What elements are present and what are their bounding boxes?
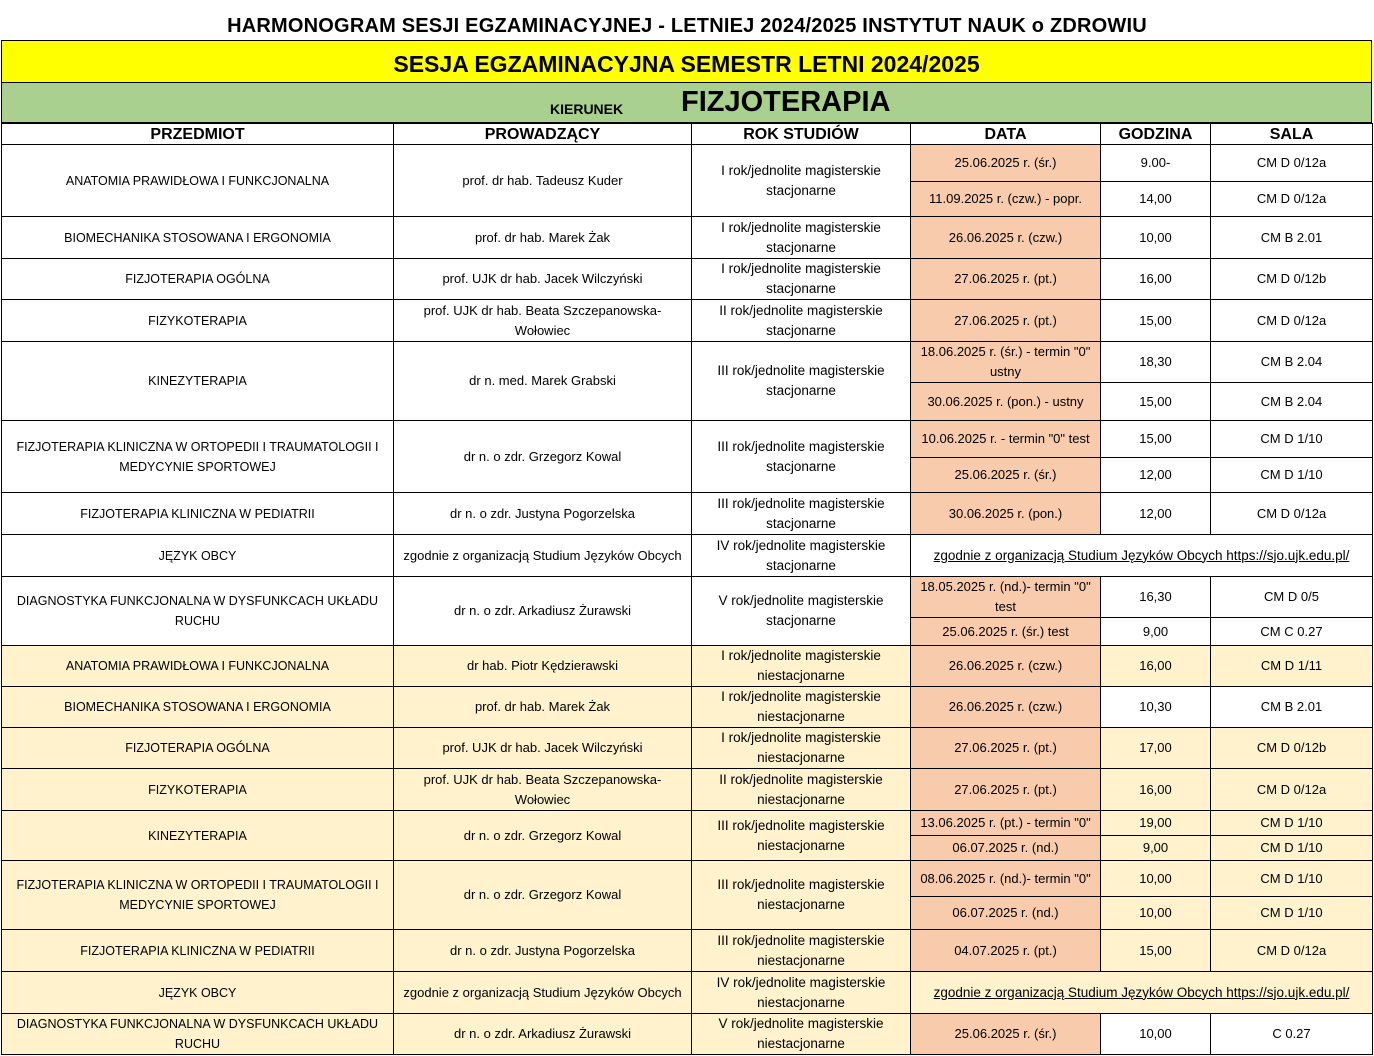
year-cell: I rok/jednolite magisterskie niestacjonarne (692, 728, 911, 769)
hour-cell: 15,00 (1101, 383, 1211, 421)
table-row (2, 646, 1373, 687)
date-cell: 06.07.2025 r. (nd.) (911, 897, 1101, 930)
date-cell: 06.07.2025 r. (nd.) (911, 836, 1101, 861)
subject-cell: BIOMECHANIKA STOSOWANA I ERGONOMIA (2, 687, 394, 728)
teacher-cell: prof. dr hab. Marek Żak (394, 687, 692, 728)
year-cell: I rok/jednolite magisterskie stacjonarne (692, 217, 911, 259)
hour-cell: 19,00 (1101, 811, 1211, 836)
teacher-cell: dr n. o zdr. Arkadiusz Żurawski (394, 577, 692, 646)
hour-cell: 15,00 (1101, 930, 1211, 972)
date-cell: 27.06.2025 r. (pt.) (911, 728, 1101, 769)
table-body (2, 145, 1373, 1055)
column-header-year: ROK STUDIÓW (692, 124, 911, 145)
year-cell: II rok/jednolite magisterskie niestacjonarne (692, 769, 911, 811)
year-cell: III rok/jednolite magisterskie stacjonarne (692, 421, 911, 493)
subject-cell: KINEZYTERAPIA (2, 342, 394, 421)
table-row (2, 342, 1373, 383)
hour-cell: 16,00 (1101, 769, 1211, 811)
table-row (2, 1014, 1373, 1055)
date-cell: 30.06.2025 r. (pon.) - ustny (911, 383, 1101, 421)
teacher-cell: dr n. o zdr. Justyna Pogorzelska (394, 493, 692, 535)
hour-cell: 16,30 (1101, 577, 1211, 618)
room-cell: CM D 1/10 (1211, 421, 1373, 458)
room-cell: CM D 1/10 (1211, 861, 1373, 897)
hour-cell: 9.00- (1101, 145, 1211, 182)
teacher-cell: prof. UJK dr hab. Beata Szczepanowska-Wołowiec (394, 300, 692, 342)
hour-cell: 16,00 (1101, 646, 1211, 687)
subject-cell: FIZJOTERAPIA KLINICZNA W ORTOPEDII I TRAUMATOLOGII I MEDYCYNIE SPORTOWEJ (2, 861, 394, 930)
session-banner: SESJA EGZAMINACYJNA SEMESTR LETNI 2024/2025 (1, 40, 1372, 83)
table-row (2, 930, 1373, 972)
hour-cell: 17,00 (1101, 728, 1211, 769)
year-cell: IV rok/jednolite magisterskie stacjonarne (692, 535, 911, 577)
date-cell: 11.09.2025 r. (czw.) - popr. (911, 182, 1101, 217)
table-header-row (2, 124, 1373, 145)
teacher-cell: zgodnie z organizacją Studium Języków Obcych (394, 972, 692, 1014)
hour-cell: 12,00 (1101, 458, 1211, 493)
hour-cell: 15,00 (1101, 300, 1211, 342)
year-cell: III rok/jednolite magisterskie stacjonarne (692, 342, 911, 421)
teacher-cell: zgodnie z organizacją Studium Języków Obcych (394, 535, 692, 577)
room-cell: CM D 0/12a (1211, 769, 1373, 811)
subject-cell: JĘZYK OBCY (2, 972, 394, 1014)
room-cell: CM D 0/12b (1211, 259, 1373, 300)
document-title: HARMONOGRAM SESJI EGZAMINACYJNEJ - LETNIEJ 2024/2025 INSTYTUT NAUK o ZDROWIU (227, 15, 1147, 37)
room-cell: CM D 1/10 (1211, 811, 1373, 836)
date-cell: 10.06.2025 r. - termin "0" test (911, 421, 1101, 458)
date-cell: 30.06.2025 r. (pon.) (911, 493, 1101, 535)
year-cell: III rok/jednolite magisterskie niestacjonarne (692, 861, 911, 930)
room-cell: CM B 2.01 (1211, 687, 1373, 728)
table-row (2, 259, 1373, 300)
column-header-teacher: PROWADZĄCY (394, 124, 692, 145)
year-cell: I rok/jednolite magisterskie stacjonarne (692, 145, 911, 217)
field-name: FIZJOTERAPIA (681, 86, 891, 118)
date-cell: 08.06.2025 r. (nd.)- termin "0" (911, 861, 1101, 897)
room-cell: CM D 0/12b (1211, 728, 1373, 769)
teacher-cell: dr n. o zdr. Grzegorz Kowal (394, 811, 692, 861)
date-cell: 25.06.2025 r. (śr.) (911, 1014, 1101, 1055)
room-cell: CM D 1/10 (1211, 897, 1373, 930)
language-school-link[interactable]: zgodnie z organizacją Studium Języków Obcych https://sjo.ujk.edu.pl/ (911, 535, 1373, 577)
year-cell: V rok/jednolite magisterskie stacjonarne (692, 577, 911, 646)
room-cell: CM B 2.04 (1211, 342, 1373, 383)
room-cell: CM B 2.01 (1211, 217, 1373, 259)
date-cell: 25.06.2025 r. (śr.) (911, 145, 1101, 182)
hour-cell: 14,00 (1101, 182, 1211, 217)
teacher-cell: dr hab. Piotr Kędzierawski (394, 646, 692, 687)
column-header-date: DATA (911, 124, 1101, 145)
column-header-hour: GODZINA (1101, 124, 1211, 145)
teacher-cell: prof. UJK dr hab. Jacek Wilczyński (394, 728, 692, 769)
hour-cell: 10,00 (1101, 217, 1211, 259)
column-header-subject: PRZEDMIOT (2, 124, 394, 145)
date-cell: 25.06.2025 r. (śr.) (911, 458, 1101, 493)
language-school-link[interactable]: zgodnie z organizacją Studium Języków Obcych https://sjo.ujk.edu.pl/ (911, 972, 1373, 1014)
room-cell: CM D 0/5 (1211, 577, 1373, 618)
hour-cell: 10,00 (1101, 1014, 1211, 1055)
hour-cell: 10,00 (1101, 861, 1211, 897)
subject-cell: ANATOMIA PRAWIDŁOWA I FUNKCJONALNA (2, 145, 394, 217)
subject-cell: DIAGNOSTYKA FUNKCJONALNA W DYSFUNKCACH UKŁADU RUCHU (2, 1014, 394, 1055)
year-cell: III rok/jednolite magisterskie niestacjonarne (692, 930, 911, 972)
table-row (2, 493, 1373, 535)
field-banner (1, 83, 1372, 123)
table-row (2, 728, 1373, 769)
room-cell: CM B 2.04 (1211, 383, 1373, 421)
teacher-cell: prof. dr hab. Tadeusz Kuder (394, 145, 692, 217)
teacher-cell: dr n. o zdr. Justyna Pogorzelska (394, 930, 692, 972)
subject-cell: FIZJOTERAPIA OGÓLNA (2, 259, 394, 300)
table-row (2, 217, 1373, 259)
teacher-cell: dr n. med. Marek Grabski (394, 342, 692, 421)
subject-cell: BIOMECHANIKA STOSOWANA I ERGONOMIA (2, 217, 394, 259)
table-row (2, 861, 1373, 897)
table-row (2, 972, 1373, 1014)
room-cell: CM D 1/10 (1211, 458, 1373, 493)
room-cell: C 0.27 (1211, 1014, 1373, 1055)
column-header-room: SALA (1211, 124, 1373, 145)
teacher-cell: prof. UJK dr hab. Beata Szczepanowska-Wołowiec (394, 769, 692, 811)
subject-cell: ANATOMIA PRAWIDŁOWA I FUNKCJONALNA (2, 646, 394, 687)
date-cell: 26.06.2025 r. (czw.) (911, 646, 1101, 687)
year-cell: III rok/jednolite magisterskie niestacjonarne (692, 811, 911, 861)
subject-cell: FIZJOTERAPIA KLINICZNA W ORTOPEDII I TRAUMATOLOGII I MEDYCYNIE SPORTOWEJ (2, 421, 394, 493)
table-row (2, 687, 1373, 728)
year-cell: I rok/jednolite magisterskie stacjonarne (692, 259, 911, 300)
year-cell: V rok/jednolite magisterskie niestacjonarne (692, 1014, 911, 1055)
hour-cell: 9,00 (1101, 618, 1211, 646)
room-cell: CM D 0/12a (1211, 300, 1373, 342)
table-row (2, 300, 1373, 342)
date-cell: 27.06.2025 r. (pt.) (911, 300, 1101, 342)
teacher-cell: prof. UJK dr hab. Jacek Wilczyński (394, 259, 692, 300)
room-cell: CM D 0/12a (1211, 930, 1373, 972)
subject-cell: FIZJOTERAPIA OGÓLNA (2, 728, 394, 769)
year-cell: III rok/jednolite magisterskie stacjonarne (692, 493, 911, 535)
subject-cell: DIAGNOSTYKA FUNKCJONALNA W DYSFUNKCACH UKŁADU RUCHU (2, 577, 394, 646)
year-cell: IV rok/jednolite magisterskie niestacjonarne (692, 972, 911, 1014)
room-cell: CM D 1/11 (1211, 646, 1373, 687)
date-cell: 26.06.2025 r. (czw.) (911, 217, 1101, 259)
room-cell: CM C 0.27 (1211, 618, 1373, 646)
table-row (2, 811, 1373, 836)
table-row (2, 769, 1373, 811)
date-cell: 27.06.2025 r. (pt.) (911, 769, 1101, 811)
room-cell: CM D 0/12a (1211, 145, 1373, 182)
room-cell: CM D 1/10 (1211, 836, 1373, 861)
year-cell: I rok/jednolite magisterskie niestacjonarne (692, 687, 911, 728)
subject-cell: KINEZYTERAPIA (2, 811, 394, 861)
hour-cell: 16,00 (1101, 259, 1211, 300)
field-label: KIERUNEK (550, 101, 624, 117)
room-cell: CM D 0/12a (1211, 182, 1373, 217)
date-cell: 25.06.2025 r. (śr.) test (911, 618, 1101, 646)
subject-cell: FIZYKOTERAPIA (2, 300, 394, 342)
date-cell: 27.06.2025 r. (pt.) (911, 259, 1101, 300)
date-cell: 04.07.2025 r. (pt.) (911, 930, 1101, 972)
exam-schedule-table (1, 123, 1373, 1055)
teacher-cell: dr n. o zdr. Grzegorz Kowal (394, 861, 692, 930)
room-cell: CM D 0/12a (1211, 493, 1373, 535)
hour-cell: 10,30 (1101, 687, 1211, 728)
date-cell: 13.06.2025 r. (pt.) - termin "0" (911, 811, 1101, 836)
hour-cell: 15,00 (1101, 421, 1211, 458)
table-row (2, 421, 1373, 458)
subject-cell: JĘZYK OBCY (2, 535, 394, 577)
hour-cell: 18,30 (1101, 342, 1211, 383)
year-cell: II rok/jednolite magisterskie stacjonarne (692, 300, 911, 342)
table-row (2, 145, 1373, 182)
subject-cell: FIZJOTERAPIA KLINICZNA W PEDIATRII (2, 930, 394, 972)
date-cell: 18.06.2025 r. (śr.) - termin "0" ustny (911, 342, 1101, 383)
hour-cell: 12,00 (1101, 493, 1211, 535)
teacher-cell: dr n. o zdr. Arkadiusz Żurawski (394, 1014, 692, 1055)
year-cell: I rok/jednolite magisterskie niestacjonarne (692, 646, 911, 687)
table-row (2, 577, 1373, 618)
teacher-cell: prof. dr hab. Marek Żak (394, 217, 692, 259)
subject-cell: FIZJOTERAPIA KLINICZNA W PEDIATRII (2, 493, 394, 535)
teacher-cell: dr n. o zdr. Grzegorz Kowal (394, 421, 692, 493)
hour-cell: 9,00 (1101, 836, 1211, 861)
subject-cell: FIZYKOTERAPIA (2, 769, 394, 811)
date-cell: 18.05.2025 r. (nd.)- termin "0" test (911, 577, 1101, 618)
hour-cell: 10,00 (1101, 897, 1211, 930)
date-cell: 26.06.2025 r. (czw.) (911, 687, 1101, 728)
table-row (2, 535, 1373, 577)
